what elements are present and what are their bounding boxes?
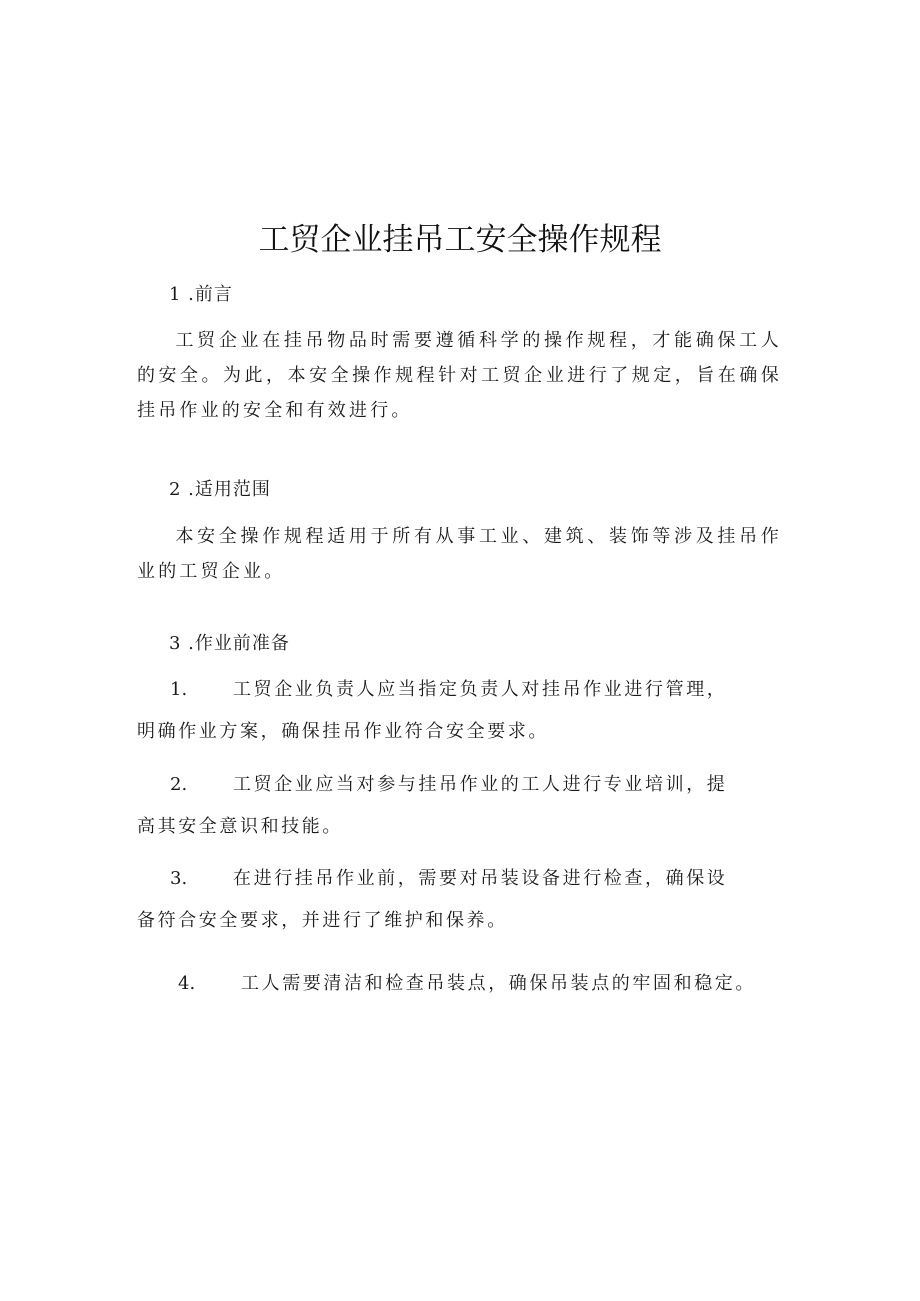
section-heading-scope: 2 .适用范围 xyxy=(169,479,271,500)
list-item-text: 工贸企业应当对参与挂吊作业的工人进行专业培训，提高其安全意识和技能。 xyxy=(137,774,728,837)
list-item xyxy=(137,858,747,942)
section-paragraph-preface: 工贸企业在挂吊物品时需要遵循科学的操作规程，才能确保工人的安全。为此，本安全操作规程针对工贸企业进行了规定，旨在确保挂吊作业的安全和有效进行。 xyxy=(137,330,782,421)
document-title: 工贸企业挂吊工安全操作规程 xyxy=(258,222,662,258)
section-heading-preface: 1 .前言 xyxy=(169,284,233,305)
list-item-text: 在进行挂吊作业前，需要对吊装设备进行检查，确保设备符合安全要求，并进行了维护和保养。 xyxy=(137,868,728,931)
list-item-number: 2. xyxy=(170,774,188,795)
list-item xyxy=(137,669,747,753)
list-item-number: 4. xyxy=(178,973,196,994)
list-item xyxy=(137,764,747,848)
list-item-text: 工人需要清洁和检查吊装点，确保吊装点的牢固和稳定。 xyxy=(241,973,756,994)
list-item-text: 工贸企业负责人应当指定负责人对挂吊作业进行管理，明确作业方案，确保挂吊作业符合安全要求。 xyxy=(137,679,728,742)
list-item-number: 3. xyxy=(170,868,188,889)
list-item xyxy=(145,963,785,1005)
section-paragraph-scope: 本安全操作规程适用于所有从事工业、建筑、装饰等涉及挂吊作业的工贸企业。 xyxy=(137,526,782,582)
section-heading-preparation: 3 .作业前准备 xyxy=(169,633,290,654)
list-item-number: 1. xyxy=(170,679,188,700)
